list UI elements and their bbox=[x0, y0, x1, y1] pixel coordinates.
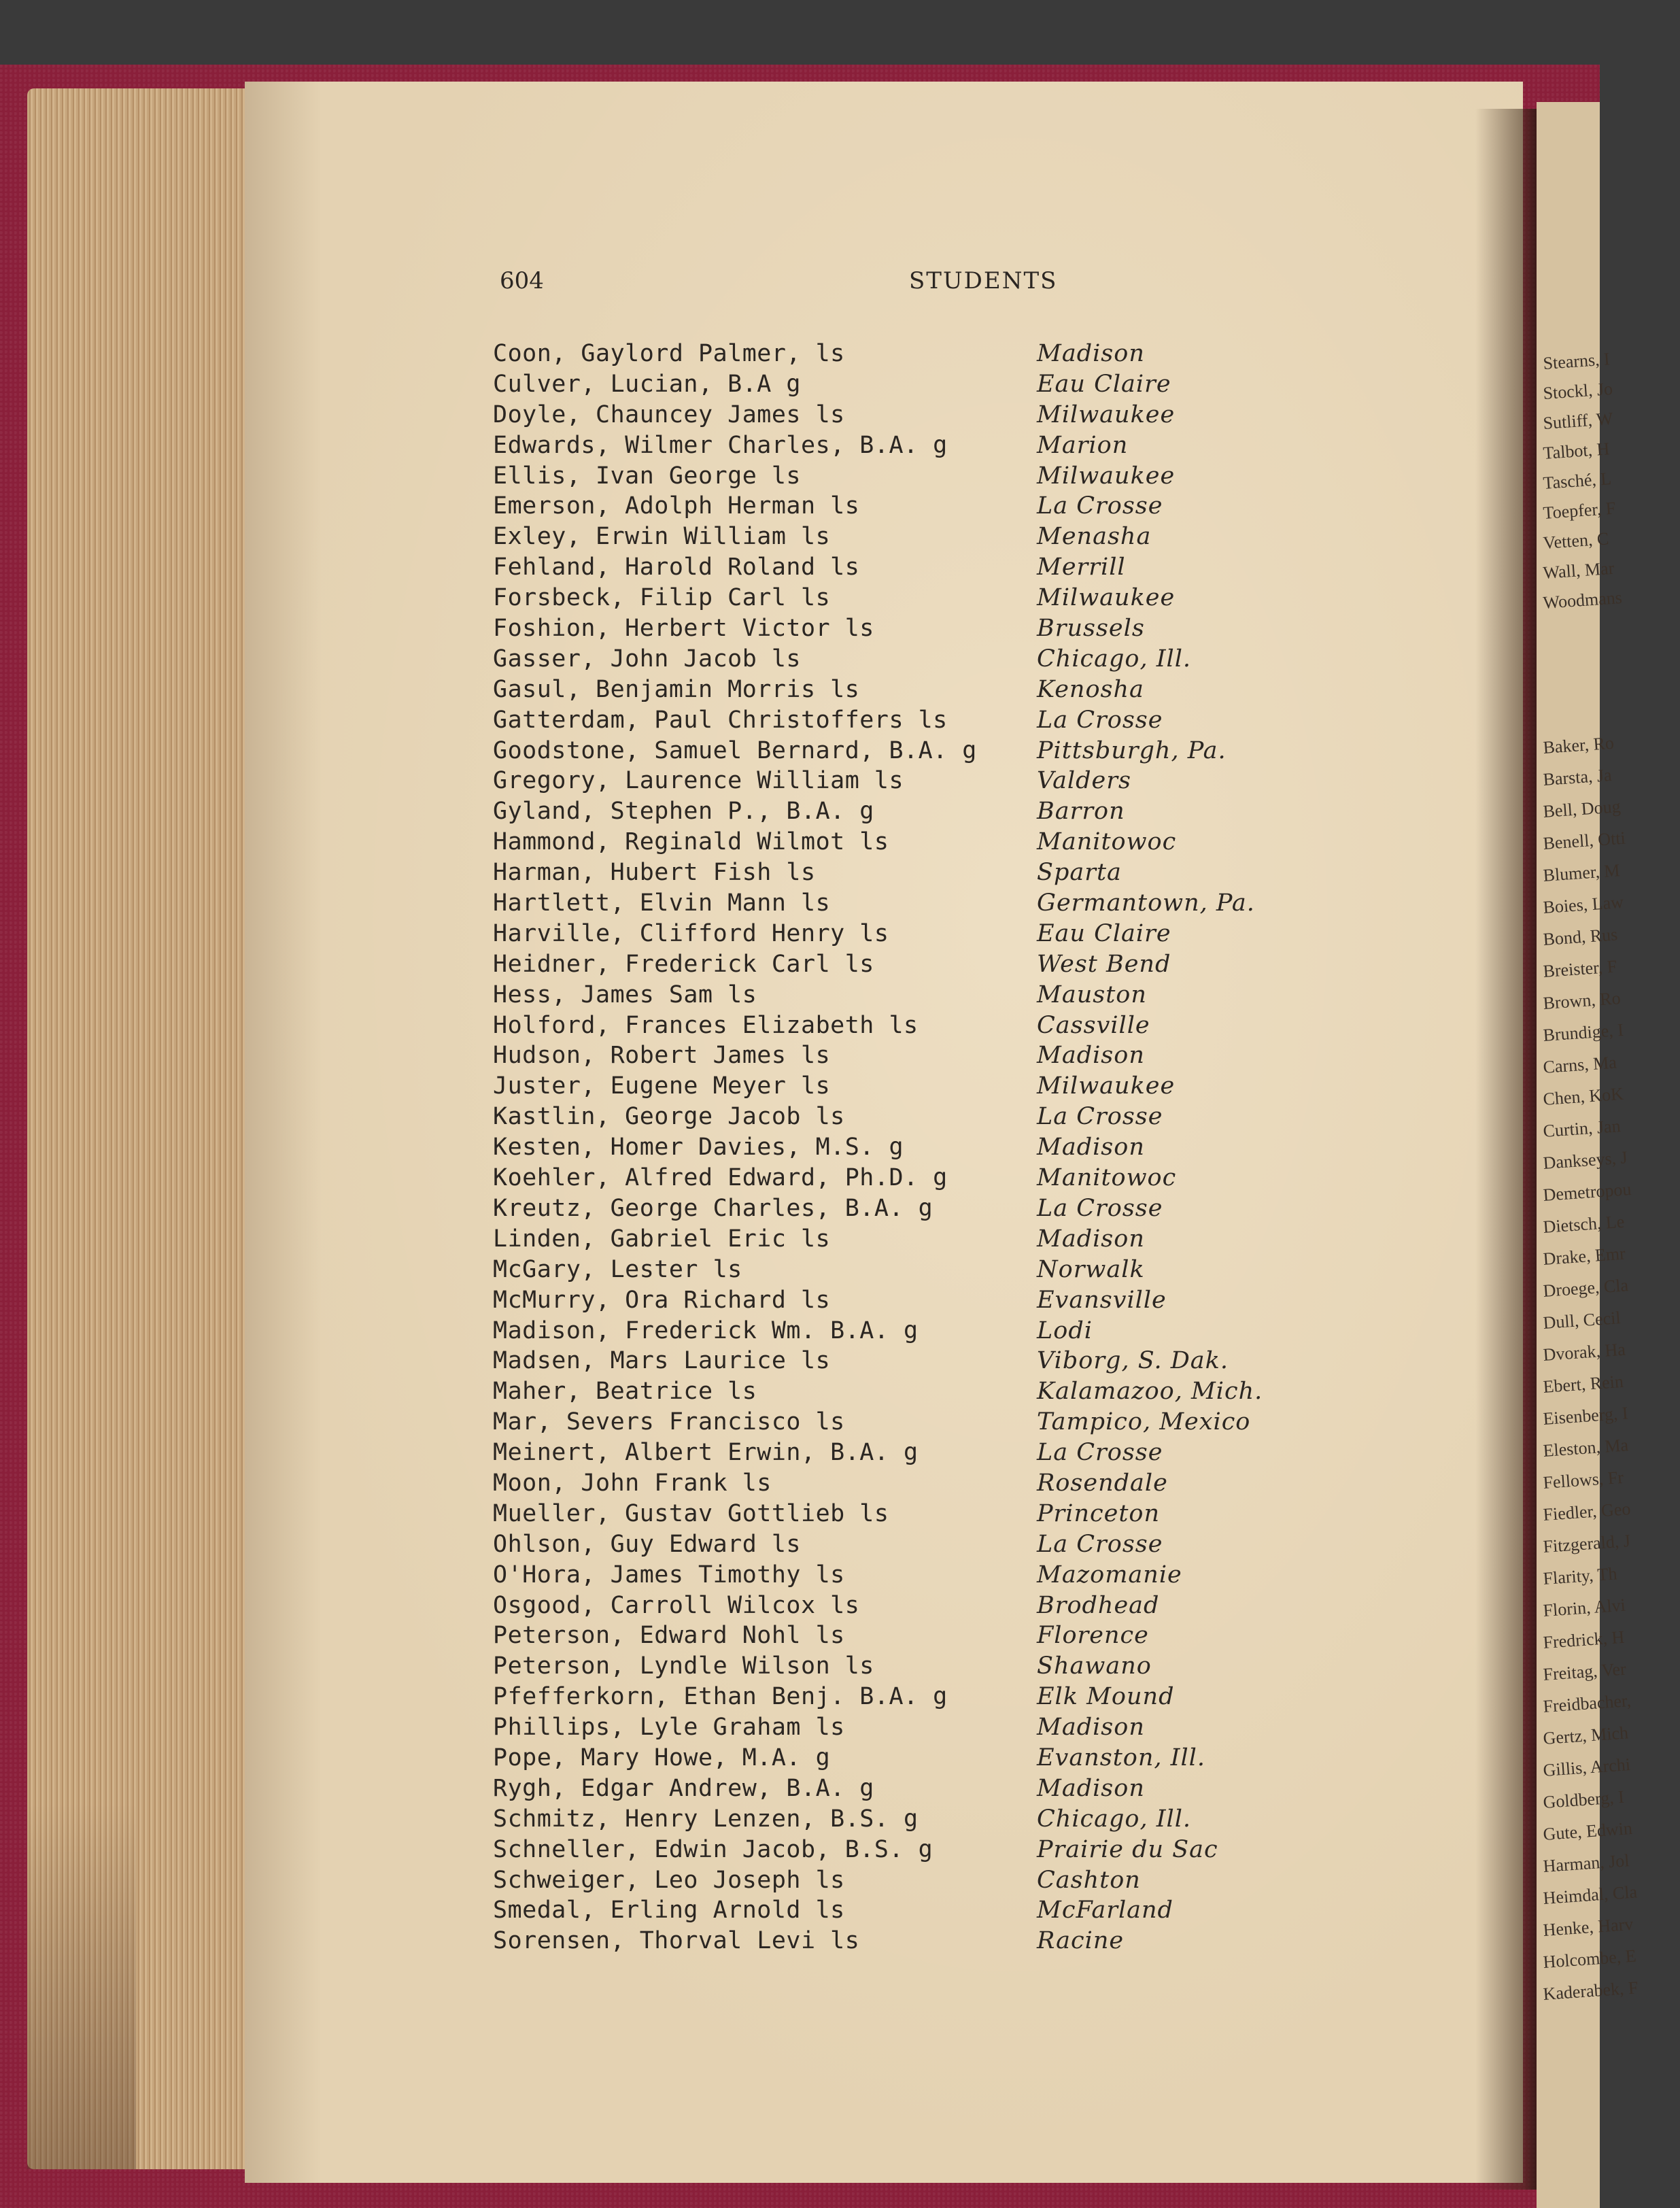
list-item bbox=[493, 1072, 1377, 1103]
student-name: Ellis, Ivan George ls bbox=[493, 462, 802, 490]
list-item bbox=[493, 1134, 1377, 1164]
next-page-fragment: Brown, Ro bbox=[1542, 988, 1622, 1013]
hometown: Merrill bbox=[1037, 554, 1126, 581]
hometown: La Crosse bbox=[1037, 1439, 1163, 1467]
student-name: Moon, John Frank ls bbox=[493, 1469, 772, 1497]
student-name: Ohlson, Guy Edward ls bbox=[493, 1530, 802, 1558]
student-name: Fehland, Harold Roland ls bbox=[493, 554, 860, 581]
list-item bbox=[493, 1683, 1377, 1714]
next-page-fragment: Fredrick, H bbox=[1542, 1627, 1626, 1652]
student-name: Foshion, Herbert Victor ls bbox=[493, 615, 874, 643]
hometown: Milwaukee bbox=[1037, 1072, 1176, 1100]
next-page-fragment: Brundige, I bbox=[1542, 1019, 1624, 1045]
student-name: Koehler, Alfred Edward, Ph.D. g bbox=[493, 1164, 948, 1192]
next-page-fragment: Demetropou bbox=[1542, 1178, 1632, 1205]
hometown: Tampico, Mexico bbox=[1037, 1408, 1251, 1436]
hometown: Lodi bbox=[1037, 1317, 1093, 1344]
hometown: Madison bbox=[1037, 1134, 1145, 1161]
page-title: STUDENTS bbox=[909, 267, 1058, 294]
student-name: Pfefferkorn, Ethan Benj. B.A. g bbox=[493, 1683, 948, 1711]
list-item bbox=[493, 1256, 1377, 1287]
student-name: Kesten, Homer Davies, M.S. g bbox=[493, 1134, 904, 1161]
next-page-fragment: Fiedler, Geo bbox=[1542, 1499, 1632, 1525]
book-gutter bbox=[1475, 109, 1537, 2190]
student-name: Exley, Erwin William ls bbox=[493, 523, 831, 551]
next-page-fragment: Wall, Mar bbox=[1542, 558, 1615, 583]
hometown: La Crosse bbox=[1037, 706, 1163, 734]
list-item bbox=[493, 1927, 1377, 1958]
list-item bbox=[493, 1378, 1377, 1408]
list-item bbox=[493, 615, 1377, 645]
hometown: Manitowoc bbox=[1037, 828, 1177, 856]
list-item bbox=[493, 1500, 1377, 1531]
student-name: Phillips, Lyle Graham ls bbox=[493, 1714, 845, 1742]
next-page-fragment: Blumer, M bbox=[1542, 860, 1621, 885]
hometown: Madison bbox=[1037, 1042, 1145, 1070]
list-item bbox=[493, 1225, 1377, 1256]
hometown: Valders bbox=[1037, 767, 1131, 795]
next-page bbox=[1537, 102, 1639, 2208]
list-item bbox=[493, 401, 1377, 432]
next-page-fragment: Stearns, I bbox=[1542, 349, 1611, 373]
list-item bbox=[493, 1897, 1377, 1927]
list-item bbox=[493, 1622, 1377, 1652]
hometown: Brussels bbox=[1037, 615, 1145, 643]
next-page-fragment: Harman, Jol bbox=[1542, 1850, 1630, 1876]
hometown: Marion bbox=[1037, 431, 1129, 459]
next-page-fragment: Dankseys, J bbox=[1542, 1147, 1628, 1173]
student-name: Peterson, Edward Nohl ls bbox=[493, 1622, 845, 1650]
student-name: Kastlin, George Jacob ls bbox=[493, 1103, 845, 1131]
list-item bbox=[493, 462, 1377, 493]
next-page-fragment: Holcombe, E bbox=[1542, 1946, 1637, 1972]
list-item bbox=[493, 981, 1377, 1012]
hometown: Germantown, Pa. bbox=[1037, 889, 1255, 917]
list-item bbox=[493, 554, 1377, 584]
hometown: West Bend bbox=[1037, 950, 1171, 978]
hometown: Manitowoc bbox=[1037, 1164, 1177, 1192]
list-item bbox=[493, 1439, 1377, 1470]
list-item bbox=[493, 920, 1377, 951]
next-page-fragment: Vetten, C bbox=[1542, 528, 1610, 553]
list-item bbox=[493, 584, 1377, 615]
student-name: Gregory, Laurence William ls bbox=[493, 767, 904, 795]
student-name: Goodstone, Samuel Bernard, B.A. g bbox=[493, 736, 977, 764]
student-name: McGary, Lester ls bbox=[493, 1255, 742, 1283]
next-page-fragment: Eisenberg, I bbox=[1542, 1403, 1629, 1429]
hometown: Milwaukee bbox=[1037, 401, 1176, 428]
student-name: Gasul, Benjamin Morris ls bbox=[493, 675, 860, 703]
list-item bbox=[493, 676, 1377, 707]
student-name: Schneller, Edwin Jacob, B.S. g bbox=[493, 1835, 933, 1863]
hometown: Florence bbox=[1037, 1622, 1149, 1650]
hometown: Milwaukee bbox=[1037, 584, 1176, 612]
list-item bbox=[493, 340, 1377, 371]
list-item bbox=[493, 889, 1377, 920]
page-edges-shadow bbox=[27, 1802, 136, 2169]
student-name: Hudson, Robert James ls bbox=[493, 1042, 831, 1070]
list-item bbox=[493, 1042, 1377, 1072]
student-name: Emerson, Adolph Herman ls bbox=[493, 492, 860, 520]
student-name: Kreutz, George Charles, B.A. g bbox=[493, 1194, 933, 1222]
hometown: Cassville bbox=[1037, 1011, 1150, 1039]
student-name: Meinert, Albert Erwin, B.A. g bbox=[493, 1439, 919, 1467]
hometown: La Crosse bbox=[1037, 492, 1163, 520]
student-name: Maher, Beatrice ls bbox=[493, 1378, 757, 1406]
hometown: Kalamazoo, Mich. bbox=[1037, 1378, 1263, 1406]
hometown: Prairie du Sac bbox=[1037, 1835, 1218, 1863]
next-page-fragment: Eleston, Ma bbox=[1542, 1435, 1629, 1461]
next-page-fragment: Woodmans bbox=[1542, 587, 1623, 613]
next-page-fragment: Stockl, Jo bbox=[1542, 378, 1613, 403]
list-item bbox=[493, 1652, 1377, 1683]
next-page-fragment: Barsta, Ja bbox=[1542, 764, 1613, 789]
hometown: La Crosse bbox=[1037, 1103, 1163, 1131]
next-page-fragment: Talbot, H bbox=[1542, 439, 1611, 463]
list-item bbox=[493, 492, 1377, 523]
page-number: 604 bbox=[500, 267, 544, 294]
list-item bbox=[493, 371, 1377, 401]
list-item bbox=[493, 1836, 1377, 1867]
list-item bbox=[493, 707, 1377, 737]
student-name: Smedal, Erling Arnold ls bbox=[493, 1897, 845, 1924]
list-item bbox=[493, 1714, 1377, 1744]
next-page-fragment: Bell, Doug bbox=[1542, 796, 1622, 821]
student-name: Gasser, John Jacob ls bbox=[493, 645, 802, 673]
next-page-fragment: Toepfer, F bbox=[1542, 498, 1617, 523]
hometown: Madison bbox=[1037, 340, 1145, 367]
list-item bbox=[493, 432, 1377, 462]
hometown: Mauston bbox=[1037, 981, 1147, 1008]
student-name: O'Hora, James Timothy ls bbox=[493, 1561, 845, 1589]
student-name: Gyland, Stephen P., B.A. g bbox=[493, 798, 874, 826]
list-item bbox=[493, 1592, 1377, 1623]
list-item bbox=[493, 1775, 1377, 1805]
next-page-fragment: Florin, Alvi bbox=[1542, 1595, 1626, 1620]
student-name: Rygh, Edgar Andrew, B.A. g bbox=[493, 1774, 874, 1802]
list-item bbox=[493, 523, 1377, 554]
list-item bbox=[493, 1195, 1377, 1225]
hometown: Madison bbox=[1037, 1774, 1145, 1802]
next-page-fragment: Heimdal, Cla bbox=[1542, 1882, 1638, 1908]
next-page-fragment: Sutliff, W bbox=[1542, 408, 1614, 433]
student-name: Harville, Clifford Henry ls bbox=[493, 919, 889, 947]
next-page-fragment: Curtin, Jan bbox=[1542, 1116, 1622, 1141]
student-name: Hartlett, Elvin Mann ls bbox=[493, 889, 831, 917]
next-page-fragment: Ebert, Rein bbox=[1542, 1371, 1624, 1397]
hometown: Madison bbox=[1037, 1225, 1145, 1253]
hometown: Kenosha bbox=[1037, 675, 1144, 703]
next-page-fragment: Baker, Ro bbox=[1542, 732, 1615, 758]
list-item bbox=[493, 859, 1377, 889]
next-page-fragment: Bond, Rus bbox=[1542, 924, 1619, 949]
hometown: Brodhead bbox=[1037, 1591, 1160, 1619]
list-item bbox=[493, 1561, 1377, 1592]
hometown: Evanston, Ill. bbox=[1037, 1744, 1205, 1771]
student-name: Mueller, Gustav Gottlieb ls bbox=[493, 1499, 889, 1527]
next-page-fragment: Freidbacher, bbox=[1542, 1691, 1632, 1716]
hometown: Chicago, Ill. bbox=[1037, 1805, 1192, 1833]
student-name: Mar, Severs Francisco ls bbox=[493, 1408, 845, 1436]
hometown: Viborg, S. Dak. bbox=[1037, 1347, 1229, 1375]
hometown: Eau Claire bbox=[1037, 370, 1171, 398]
hometown: Menasha bbox=[1037, 523, 1152, 551]
student-name: Pope, Mary Howe, M.A. g bbox=[493, 1744, 831, 1771]
student-name: Hess, James Sam ls bbox=[493, 981, 757, 1008]
list-item bbox=[493, 1103, 1377, 1134]
next-page-fragment: Benell, Otti bbox=[1542, 828, 1626, 853]
list-item bbox=[493, 1531, 1377, 1561]
student-name: Schweiger, Leo Joseph ls bbox=[493, 1866, 845, 1894]
next-page-fragment: Carns, Ma bbox=[1542, 1052, 1617, 1077]
student-name: Madison, Frederick Wm. B.A. g bbox=[493, 1317, 919, 1344]
list-item bbox=[493, 951, 1377, 981]
hometown: La Crosse bbox=[1037, 1194, 1163, 1222]
student-name: Holford, Frances Elizabeth ls bbox=[493, 1011, 919, 1039]
student-name: Edwards, Wilmer Charles, B.A. g bbox=[493, 431, 948, 459]
next-page-fragment: Goldberg, I bbox=[1542, 1786, 1625, 1812]
hometown: Rosendale bbox=[1037, 1469, 1168, 1497]
student-name: Heidner, Frederick Carl ls bbox=[493, 950, 874, 978]
next-page-fragment: Dvorak, Ha bbox=[1542, 1339, 1626, 1365]
student-name: Coon, Gaylord Palmer, ls bbox=[493, 340, 845, 367]
hometown: Milwaukee bbox=[1037, 462, 1176, 490]
list-item bbox=[493, 1408, 1377, 1439]
next-page-fragment: Droege, Cla bbox=[1542, 1275, 1629, 1301]
list-item bbox=[493, 1347, 1377, 1378]
student-list bbox=[493, 340, 1377, 1958]
list-item bbox=[493, 1012, 1377, 1042]
list-item bbox=[493, 1470, 1377, 1500]
list-item bbox=[493, 1867, 1377, 1897]
student-name: Culver, Lucian, B.A g bbox=[493, 370, 802, 398]
next-page-fragment: Chen, KoK bbox=[1542, 1083, 1624, 1109]
list-item bbox=[493, 1287, 1377, 1317]
student-name: Doyle, Chauncey James ls bbox=[493, 401, 845, 428]
next-page-fragment: Fellows, Fr bbox=[1542, 1467, 1624, 1493]
hometown: Racine bbox=[1037, 1927, 1125, 1955]
student-name: Madsen, Mars Laurice ls bbox=[493, 1347, 831, 1375]
next-page-fragment: Flarity, Th bbox=[1542, 1563, 1618, 1589]
hometown: Evansville bbox=[1037, 1286, 1167, 1314]
list-item bbox=[493, 1744, 1377, 1775]
hometown: McFarland bbox=[1037, 1897, 1173, 1924]
next-page-fragment: Gillis, Archi bbox=[1542, 1754, 1631, 1780]
student-name: Sorensen, Thorval Levi ls bbox=[493, 1927, 860, 1955]
next-page-fragment: Dietsch, Le bbox=[1542, 1211, 1626, 1237]
next-page-fragment: Dull, Cecil bbox=[1542, 1308, 1622, 1333]
hometown: Norwalk bbox=[1037, 1255, 1145, 1283]
student-name: Gatterdam, Paul Christoffers ls bbox=[493, 706, 948, 734]
student-name: Osgood, Carroll Wilcox ls bbox=[493, 1591, 860, 1619]
student-name: Harman, Hubert Fish ls bbox=[493, 859, 816, 887]
student-name: Forsbeck, Filip Carl ls bbox=[493, 584, 831, 612]
hometown: Sparta bbox=[1037, 859, 1122, 887]
list-item bbox=[493, 645, 1377, 676]
hometown: La Crosse bbox=[1037, 1530, 1163, 1558]
hometown: Cashton bbox=[1037, 1866, 1141, 1894]
list-item bbox=[493, 1317, 1377, 1348]
hometown: Barron bbox=[1037, 798, 1125, 826]
hometown: Shawano bbox=[1037, 1652, 1152, 1680]
list-item bbox=[493, 737, 1377, 768]
next-page-fragment: Tasché, L bbox=[1542, 469, 1613, 493]
hometown: Princeton bbox=[1037, 1499, 1161, 1527]
hometown: Eau Claire bbox=[1037, 919, 1171, 947]
hometown: Chicago, Ill. bbox=[1037, 645, 1192, 673]
list-item bbox=[493, 767, 1377, 798]
next-page-fragment: Fitzgerald, J bbox=[1542, 1531, 1631, 1557]
next-page-fragment: Henke, Harv bbox=[1542, 1914, 1634, 1940]
student-name: Juster, Eugene Meyer ls bbox=[493, 1072, 831, 1100]
hometown: Madison bbox=[1037, 1714, 1145, 1742]
list-item bbox=[493, 828, 1377, 859]
next-page-fragment: Breister, F bbox=[1542, 956, 1618, 981]
next-page-fragment: Kaderabek, F bbox=[1542, 1977, 1639, 2004]
list-item bbox=[493, 1805, 1377, 1836]
student-name: Hammond, Reginald Wilmot ls bbox=[493, 828, 889, 856]
next-page-fragment: Drake, Emr bbox=[1542, 1243, 1626, 1269]
list-item bbox=[493, 798, 1377, 828]
student-name: Schmitz, Henry Lenzen, B.S. g bbox=[493, 1805, 919, 1833]
next-page-fragment: Gute, Edwin bbox=[1542, 1818, 1633, 1844]
list-item bbox=[493, 1164, 1377, 1195]
hometown: Elk Mound bbox=[1037, 1683, 1175, 1711]
hometown: Mazomanie bbox=[1037, 1561, 1182, 1589]
next-page-fragment: Boies, Law bbox=[1542, 891, 1624, 917]
student-name: McMurry, Ora Richard ls bbox=[493, 1286, 831, 1314]
student-name: Peterson, Lyndle Wilson ls bbox=[493, 1652, 874, 1680]
next-page-fragment: Gertz, Mich bbox=[1542, 1722, 1629, 1748]
student-name: Linden, Gabriel Eric ls bbox=[493, 1225, 831, 1253]
next-page-fragment: Freitag, Ver bbox=[1542, 1659, 1627, 1684]
hometown: Pittsburgh, Pa. bbox=[1037, 736, 1227, 764]
